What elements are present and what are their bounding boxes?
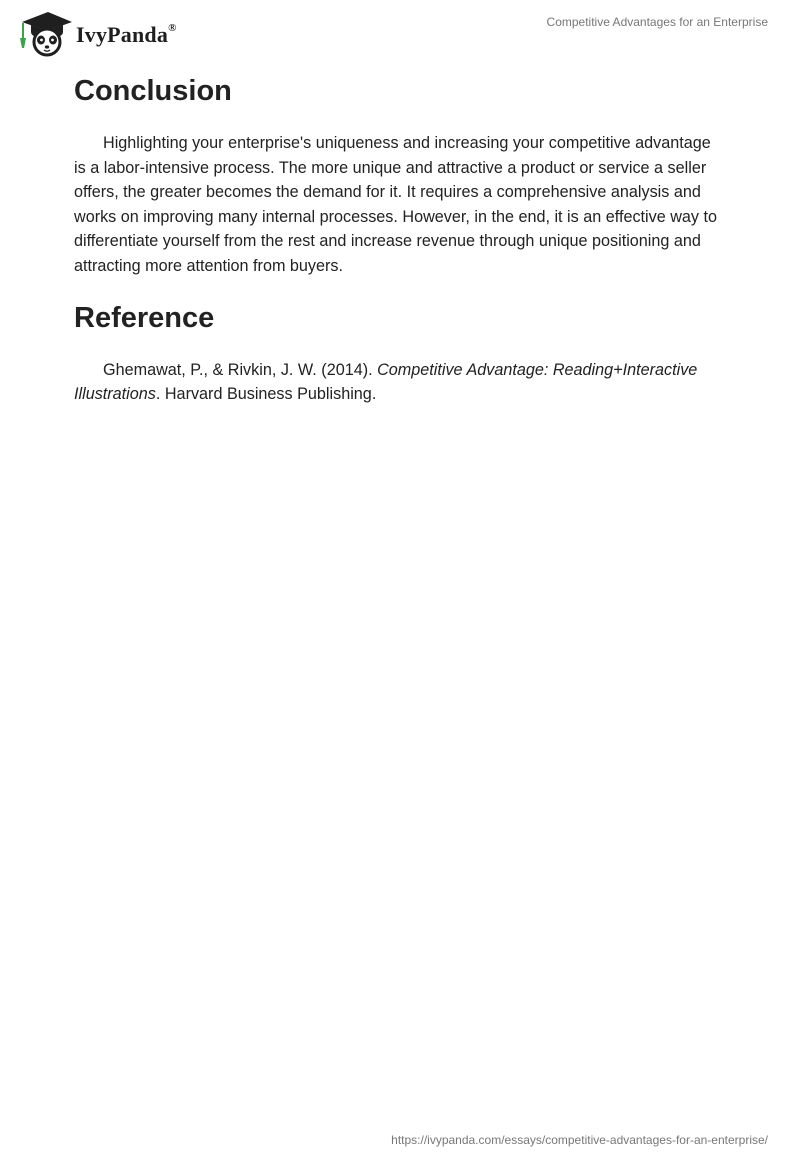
- reference-heading: Reference: [74, 301, 215, 334]
- conclusion-heading: Conclusion: [74, 75, 232, 107]
- registered-mark: ®: [168, 21, 177, 34]
- reference-authors: Ghemawat, P., & Rivkin, J. W. (2014).: [103, 360, 378, 379]
- panda-graduation-cap-icon: [14, 8, 74, 58]
- reference-publisher: . Harvard Business Publishing.: [155, 385, 377, 404]
- document-body: [74, 70, 726, 407]
- reference-entry: [74, 358, 726, 407]
- brand-name: IvyPanda®: [76, 21, 177, 47]
- brand-logo[interactable]: [14, 8, 177, 58]
- reference-title: Competitive Advantage: Reading+Interactive Illustrations: [74, 360, 698, 404]
- source-url-link[interactable]: https://ivypanda.com/essays/competitive-advantages-for-an-enterprise/: [391, 1133, 768, 1147]
- document-title: Competitive Advantages for an Enterprise: [546, 15, 768, 29]
- conclusion-paragraph: Highlighting your enterprise's uniqueness and increasing your competitive advantage is a labor-intensive process. The more unique and attractive a product or service a seller offers, the greater becomes the demand for it. It requires a comprehensive analysis and works on improving many internal processes. However, in the end, it is an effective way to differentiate yourself from the rest and increase revenue through unique positioning and attracting more attention from buyers.: [74, 134, 718, 275]
